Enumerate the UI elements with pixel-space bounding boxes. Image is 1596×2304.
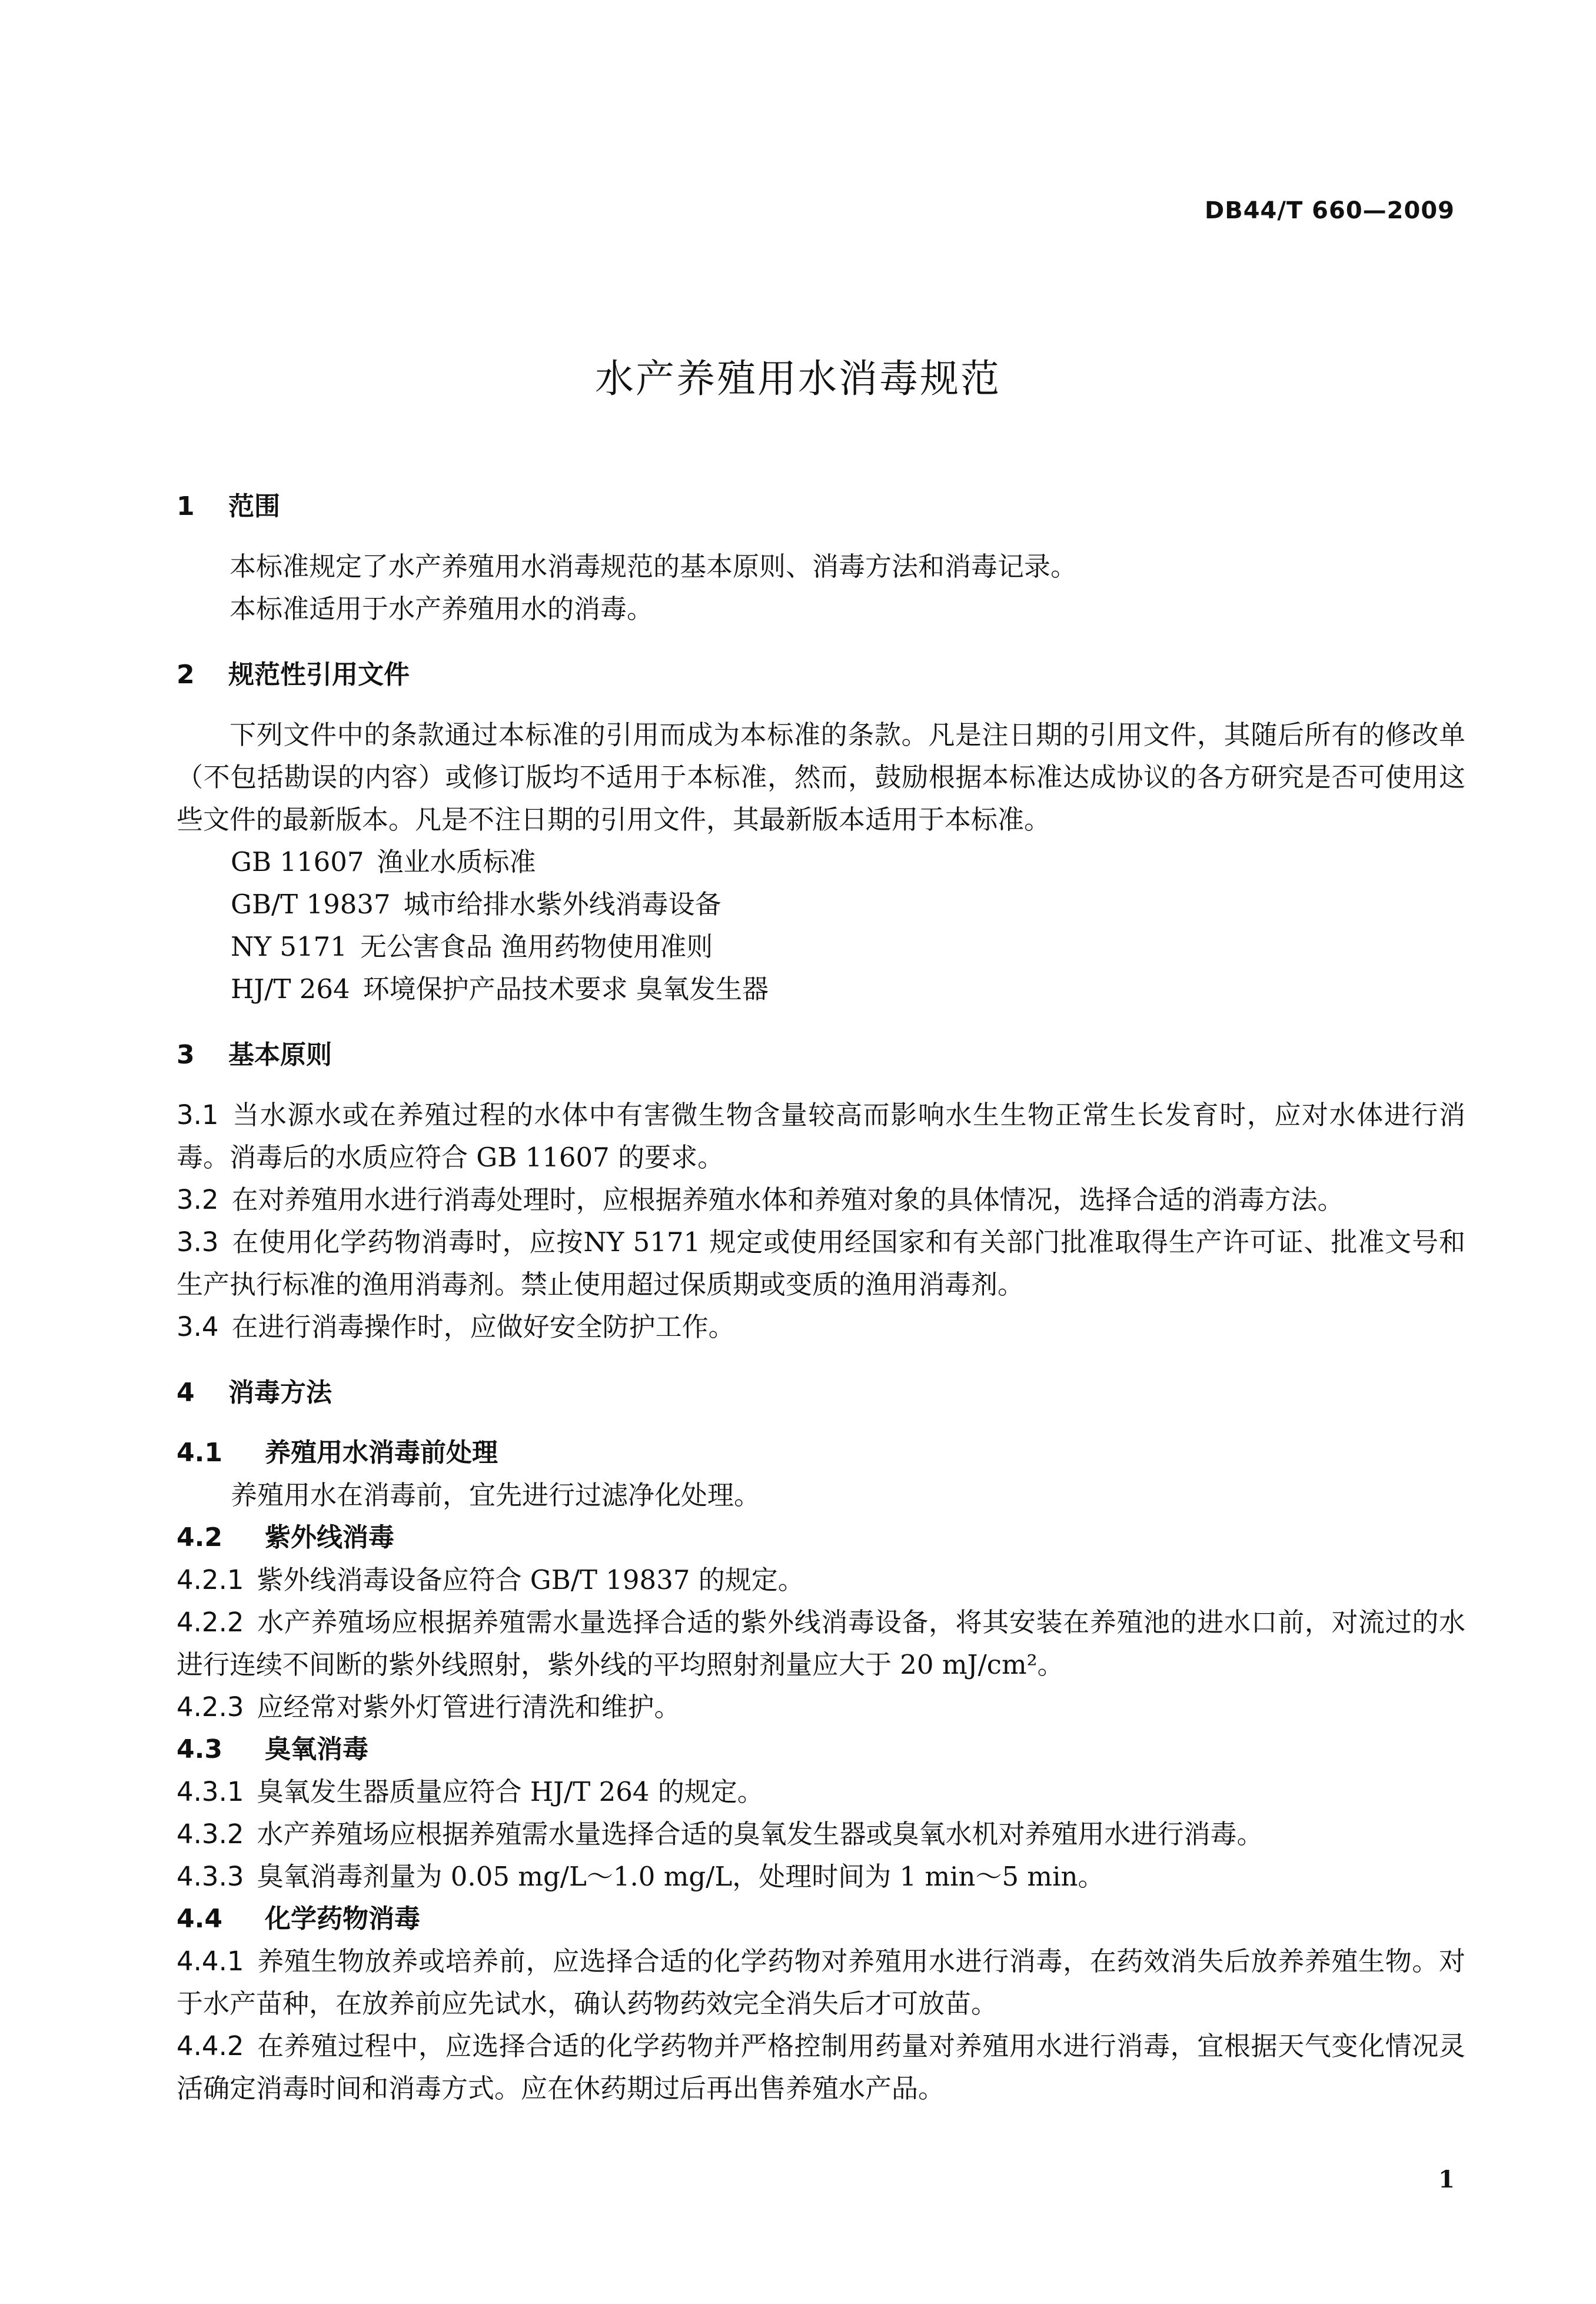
document-title: 水产养殖用水消毒规范 — [595, 356, 1001, 401]
section-title: 基本原则 — [228, 1040, 332, 1070]
clause-text: 臭氧发生器质量应符合 HJ/T 264 的规定。 — [257, 1776, 764, 1807]
clause-4-3-3 — [177, 1856, 1465, 1898]
clause-text: 臭氧消毒剂量为 0.05 mg/L～1.0 mg/L，处理时间为 1 min～5 min。 — [257, 1861, 1105, 1892]
subsection-number: 4.3 — [177, 1734, 222, 1764]
subsection-title: 养殖用水消毒前处理 — [265, 1438, 498, 1468]
clause-4-2-2 — [177, 1601, 1465, 1686]
reference-title: 无公害食品 渔用药物使用准则 — [360, 931, 713, 962]
clause-4-4-2 — [177, 2025, 1465, 2110]
reference-code: NY 5171 — [231, 931, 347, 962]
clause-4-2-1 — [177, 1559, 1465, 1601]
clause-text: 当水源水或在养殖过程的水体中有害微生物含量较高而影响水生生物正常生长发育时，应对水体进行消毒。消毒后的水质应符合 GB 11607 的要求。 — [177, 1099, 1465, 1173]
clause-number: 3.1 — [177, 1099, 219, 1131]
clause-number: 4.3.2 — [177, 1818, 244, 1850]
clause-number: 4.3.1 — [177, 1776, 244, 1807]
section-title: 范围 — [228, 491, 280, 521]
reference-item — [177, 883, 1465, 926]
clause-number: 4.3.3 — [177, 1861, 244, 1892]
section-3-heading — [177, 1034, 1465, 1076]
clause-number: 3.3 — [177, 1226, 219, 1258]
section-4-heading — [177, 1372, 1465, 1414]
paragraph: 养殖用水在消毒前，宜先进行过滤净化处理。 — [231, 1480, 761, 1511]
subsection-title: 化学药物消毒 — [265, 1904, 420, 1934]
clause-number: 4.2.1 — [177, 1564, 244, 1595]
clause-number: 3.2 — [177, 1184, 219, 1215]
clause-text: 水产养殖场应根据养殖需水量选择合适的紫外线消毒设备，将其安装在养殖池的进水口前，对流过的水进行连续不间断的紫外线照射，紫外线的平均照射剂量应大于 20 mJ/cm²。 — [177, 1607, 1465, 1680]
clause-4-4-1 — [177, 1940, 1465, 2025]
clause-number: 3.4 — [177, 1311, 219, 1342]
reference-item — [177, 926, 1465, 968]
clause-text: 在养殖过程中，应选择合适的化学药物并严格控制用药量对养殖用水进行消毒，宜根据天气变化情况灵活确定消毒时间和消毒方式。应在休药期过后再出售养殖水产品。 — [177, 2030, 1465, 2104]
reference-code: GB/T 19837 — [231, 889, 391, 920]
clause-3-1 — [177, 1094, 1465, 1179]
subsection-title: 紫外线消毒 — [265, 1522, 394, 1552]
clause-text: 应经常对紫外灯管进行清洗和维护。 — [257, 1691, 681, 1723]
clause-text: 在进行消毒操作时，应做好安全防护工作。 — [231, 1311, 735, 1342]
clause-text: 在使用化学药物消毒时，应按NY 5171 规定或使用经国家和有关部门批准取得生产许可证、批准文号和生产执行标准的渔用消毒剂。禁止使用超过保质期或变质的渔用消毒剂。 — [177, 1226, 1465, 1300]
paragraph: 本标准规定了水产养殖用水消毒规范的基本原则、消毒方法和消毒记录。 — [230, 551, 1078, 582]
section-number: 3 — [177, 1040, 195, 1070]
section-2-heading — [177, 654, 1465, 696]
clause-3-4 — [177, 1306, 1465, 1348]
clause-4-3-1 — [177, 1771, 1465, 1813]
section-number: 1 — [177, 491, 195, 521]
standard-code: DB44/T 660—2009 — [1205, 197, 1455, 224]
reference-item — [177, 841, 1465, 883]
section-title: 消毒方法 — [228, 1378, 332, 1408]
clause-3-3 — [177, 1221, 1465, 1306]
reference-title: 环境保护产品技术要求 臭氧发生器 — [363, 973, 769, 1005]
clause-number: 4.4.2 — [177, 2030, 244, 2062]
section-number: 4 — [177, 1378, 195, 1408]
reference-title: 渔业水质标准 — [377, 846, 536, 877]
section-1-heading — [177, 486, 1465, 528]
subsection-number: 4.1 — [177, 1438, 222, 1468]
document-body — [177, 486, 1465, 2110]
subsection-title: 臭氧消毒 — [265, 1734, 368, 1764]
reference-title: 城市给排水紫外线消毒设备 — [403, 889, 721, 920]
clause-4-3-2 — [177, 1813, 1465, 1856]
reference-item — [177, 968, 1465, 1010]
clause-text: 紫外线消毒设备应符合 GB/T 19837 的规定。 — [257, 1564, 804, 1595]
clause-4-2-3 — [177, 1686, 1465, 1728]
subsection-4-4-heading — [177, 1898, 1465, 1940]
section-title: 规范性引用文件 — [228, 660, 410, 690]
reference-code: GB 11607 — [231, 846, 364, 877]
clause-3-2 — [177, 1179, 1465, 1221]
subsection-4-1-heading — [177, 1432, 1465, 1474]
clause-text: 在对养殖用水进行消毒处理时，应根据养殖水体和养殖对象的具体情况，选择合适的消毒方法。 — [231, 1184, 1344, 1215]
page-number: 1 — [1438, 2166, 1455, 2193]
clause-number: 4.2.2 — [177, 1607, 244, 1638]
subsection-4-3-heading — [177, 1728, 1465, 1771]
subsection-number: 4.2 — [177, 1522, 222, 1552]
section-number: 2 — [177, 660, 195, 690]
paragraph: 本标准适用于水产养殖用水的消毒。 — [230, 593, 654, 624]
clause-number: 4.4.1 — [177, 1946, 244, 1977]
reference-code: HJ/T 264 — [231, 973, 350, 1005]
clause-text: 水产养殖场应根据养殖需水量选择合适的臭氧发生器或臭氧水机对养殖用水进行消毒。 — [257, 1818, 1264, 1850]
paragraph: 下列文件中的条款通过本标准的引用而成为本标准的条款。凡是注日期的引用文件，其随后所有的修改单（不包括勘误的内容）或修订版均不适用于本标准，然而，鼓励根据本标准达成协议的各方研究是否可使用这些文件的最新版本。凡是不注日期的引用文件，其最新版本适用于本标准。 — [177, 719, 1465, 835]
clause-number: 4.2.3 — [177, 1691, 244, 1723]
subsection-4-2-heading — [177, 1517, 1465, 1559]
clause-text: 养殖生物放养或培养前，应选择合适的化学药物对养殖用水进行消毒，在药效消失后放养养殖生物。对于水产苗种，在放养前应先试水，确认药物药效完全消失后才可放苗。 — [177, 1946, 1465, 2019]
subsection-number: 4.4 — [177, 1904, 222, 1934]
